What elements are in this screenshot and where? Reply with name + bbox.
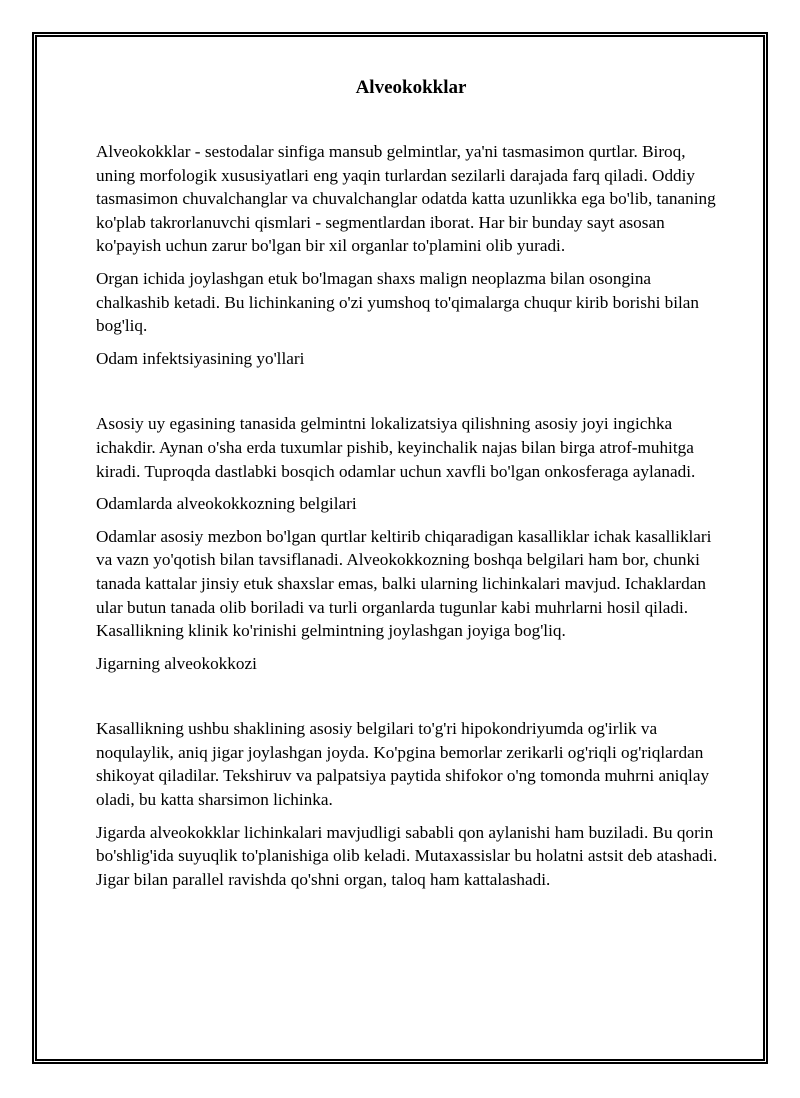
subheading-liver: Jigarning alveokokkozi — [96, 653, 257, 673]
document-title: Alveokokklar — [355, 77, 467, 98]
paragraph-larva: Organ ichida joylashgan etuk bo'lmagan shaxs malign neoplazma bilan osongina chalkashib ketadi. Bu lichinkaning o'zi yumshoq to'qimalarga chuqur kirib borishi bilan bog'liq. — [96, 268, 700, 336]
paragraph-infection: Asosiy uy egasining tanasida gelmintni lokalizatsiya qilishning asosiy joyi ingichka ichakdir. Aynan o'sha erda tuxumlar pishib, keyinchalik najas bilan birga atrof-muhitga kiradi. Tuproqda dastlabki bosqich odamlar uchun xavfli bo'lgan onkosferaga aylanadi. — [96, 414, 696, 481]
paragraph-liver-signs: Kasallikning ushbu shaklining asosiy belgilari to'g'ri hipokondriyumda og'irlik va noqulaylik, aniq jigar joylashgan joyda. Ko'pgina bemorlar zerikarli og'riqli og'riqlardan shikoyat qiladilar. Tekshiruv va palpatsiya paytida shifokor o'ng tomonda muhrni aniqlay oladi, bu katta sharsimon lichinka. — [96, 719, 710, 810]
paragraph-intro: Alveokokklar - sestodalar sinfiga mansub gelmintlar, ya'ni tasmasimon qurtlar. Biroq, uning morfologik xususiyatlari eng yaqin turlardan sezilarli darajada farq qiladi. Oddiy tasmasimon chuvalchanglar va chuvalchanglar odatda katta uzunlikka ega bo'lib, tananing ko'plab takrorlanuvchi qismlari - segmentlardan iborat. Har bir bunday sayt asosan ko'payish uchun zarur bo'lgan bir xil organlar to'plamini olib yuradi. — [96, 142, 716, 256]
subheading-infection-routes: Odam infektsiyasining yo'llari — [96, 348, 305, 368]
paragraph-symptoms: Odamlar asosiy mezbon bo'lgan qurtlar keltirib chiqaradigan kasalliklar ichak kasalliklari va vazn yo'qotish bilan tavsiflanadi. Alveokokkozning boshqa belgilari ham bor, chunki tanada kattalar jinsiy etuk shaxslar emas, balki ularning lichinkalari mavjud. Ichaklardan ular butun tanada olib boriladi va turli organlarda tugunlar kabi muhrlarni hosil qiladi. Kasallikning klinik ko'rinishi gelmintning joylashgan joyiga bog'liq. — [96, 526, 712, 641]
paragraph-liver-circulation: Jigarda alveokokklar lichinkalari mavjudligi sababli qon aylanishi ham buziladi. Bu qorin bo'shlig'ida suyuqlik to'planishiga olib keladi. Mutaxassislar bu holatni astsit deb atashadi. Jigar bilan parallel ravishda qo'shni organ, taloq ham kattalashadi. — [96, 822, 718, 889]
document-body — [96, 76, 726, 900]
subheading-symptoms: Odamlarda alveokokkozning belgilari — [96, 494, 357, 514]
